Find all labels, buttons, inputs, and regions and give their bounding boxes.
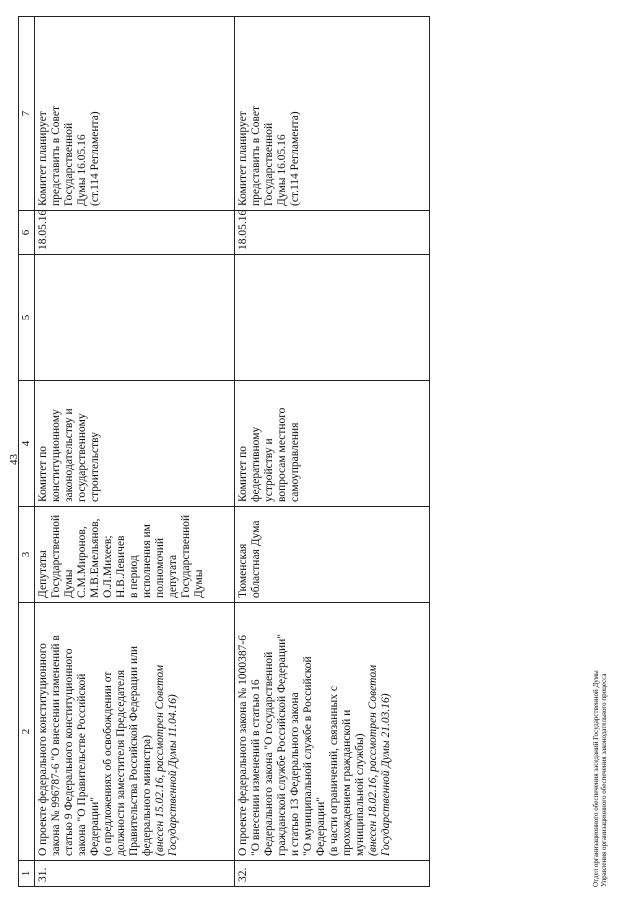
bill-author-line: Тюменская bbox=[237, 543, 249, 598]
column-header: 4 bbox=[19, 381, 35, 507]
note-line: (ст.114 Регламента) bbox=[89, 111, 101, 206]
note-line: (ст.114 Регламента) bbox=[289, 111, 301, 206]
committee-line: вопросам местного bbox=[276, 407, 288, 502]
committee-line: государственному bbox=[76, 413, 88, 502]
bill-title-line: "О муниципальной службе в Российской bbox=[302, 656, 314, 856]
table-row bbox=[235, 17, 430, 887]
column-header: 7 bbox=[19, 17, 35, 211]
row-number: 32. bbox=[237, 867, 249, 882]
bill-title-line: Федерации" bbox=[89, 796, 101, 856]
bill-author-line: Думы bbox=[63, 569, 75, 598]
bill-title-line: (о предложениях об освобождении от bbox=[102, 671, 114, 856]
bill-submission-note: Государственной Думы 21.03.16) bbox=[380, 693, 392, 856]
committee-line: устройству и bbox=[263, 438, 275, 502]
bill-author-line: Государственной bbox=[180, 514, 192, 598]
bill-author-line: О.Л.Михеев; bbox=[102, 535, 114, 598]
bill-title-line: "О внесении изменений в статью 16 bbox=[250, 679, 262, 856]
date-value: 18.05.16 bbox=[237, 209, 249, 250]
note-cell bbox=[35, 17, 235, 211]
note-line: представить в Совет bbox=[50, 105, 62, 206]
bill-author-cell bbox=[235, 507, 430, 603]
note-cell bbox=[235, 17, 430, 211]
table-row bbox=[35, 17, 235, 887]
bill-title-cell bbox=[35, 603, 235, 861]
bill-author-line: Н.В.Левичев bbox=[115, 535, 127, 598]
note-line: Думы 16.05.16 bbox=[76, 134, 88, 206]
bill-title-line: статью 9 Федерального конституционного bbox=[63, 648, 75, 856]
committee-cell bbox=[235, 381, 430, 507]
committee-line: Комитет по bbox=[237, 446, 249, 502]
bill-author-line: исполнения им bbox=[141, 524, 153, 598]
bill-author-line: Депутаты bbox=[37, 550, 49, 598]
column-5-cell bbox=[235, 255, 430, 381]
committee-line: Комитет по bbox=[37, 446, 49, 502]
bill-title-line: прохождением гражданской и bbox=[341, 709, 353, 856]
bill-title-line: (в части ограничений, связанных с bbox=[328, 686, 340, 856]
committee-line: конституционному bbox=[50, 409, 62, 502]
column-header: 6 bbox=[19, 211, 35, 255]
bill-author-line: Государственной bbox=[50, 514, 62, 598]
note-line: Думы 16.05.16 bbox=[276, 134, 288, 206]
note-line: Комитет планирует bbox=[37, 111, 49, 206]
bill-title-cell bbox=[235, 603, 430, 861]
table-header-row bbox=[19, 17, 35, 887]
bill-title-line: муниципальной службы) bbox=[354, 733, 366, 856]
column-header: 3 bbox=[19, 507, 35, 603]
bill-author-cell bbox=[35, 507, 235, 603]
bill-title-line: Федерации" bbox=[315, 796, 327, 856]
committee-line: законодательству и bbox=[63, 408, 75, 502]
bill-title-line: закона "О Правительстве Российской bbox=[76, 673, 88, 856]
column-5-cell bbox=[35, 255, 235, 381]
bill-title-line: федерального министра) bbox=[141, 735, 153, 856]
note-line: представить в Совет bbox=[250, 105, 262, 206]
bill-submission-note: (внесен 15.02.16, рассмотрен Советом bbox=[154, 664, 166, 856]
bill-author-line: М.В.Емельянов, bbox=[89, 518, 101, 598]
bill-submission-note: (внесен 18.02.16, рассмотрен Советом bbox=[367, 664, 379, 856]
committee-cell bbox=[35, 381, 235, 507]
note-line: Государственной bbox=[63, 122, 75, 206]
committee-line: федеративному bbox=[250, 426, 262, 502]
row-number: 31. bbox=[37, 867, 49, 882]
bill-author-line: Думы bbox=[193, 569, 205, 598]
column-header: 5 bbox=[19, 255, 35, 381]
bill-title-line: и статью 13 Федерального закона bbox=[289, 692, 301, 856]
column-header: 1 bbox=[19, 861, 35, 887]
bill-author-line: полномочий bbox=[154, 538, 166, 598]
footer-line: Отдел организационного обеспечения заседаний Государственной Думы bbox=[592, 670, 600, 887]
bill-title-line: гражданской службе Российской Федерации" bbox=[276, 634, 288, 856]
bill-author-line: в период bbox=[128, 555, 140, 598]
date-cell bbox=[235, 211, 430, 255]
column-header: 2 bbox=[19, 603, 35, 861]
bill-title-line: Правительства Российской Федерации или bbox=[128, 645, 140, 856]
bill-submission-note: Государственной Думы 11.04.16) bbox=[167, 694, 179, 856]
date-cell bbox=[35, 211, 235, 255]
committee-line: строительству bbox=[89, 432, 101, 502]
bill-title-line: должности заместителя Председателя bbox=[115, 670, 127, 856]
bill-title-line: О проекте федерального закона № 1000387-6 bbox=[237, 635, 249, 856]
committee-line: самоуправления bbox=[289, 422, 301, 502]
bill-author-line: областная Дума bbox=[250, 520, 262, 598]
note-line: Государственной bbox=[263, 122, 275, 206]
row-number-cell bbox=[35, 861, 235, 887]
footer bbox=[592, 670, 608, 887]
bills-table bbox=[18, 16, 430, 887]
bill-author-line: С.М.Миронов, bbox=[76, 526, 88, 598]
bill-title-line: Федерального закона "О государственной bbox=[263, 651, 275, 856]
bill-title-line: О проекте федерального конституционного bbox=[37, 643, 49, 856]
date-value: 18.05.16 bbox=[37, 209, 49, 250]
row-number-cell bbox=[235, 861, 430, 887]
bill-title-line: закона № 996787-6 "О внесении изменений в bbox=[50, 635, 62, 856]
bill-author-line: депутата bbox=[167, 554, 179, 598]
note-line: Комитет планирует bbox=[237, 111, 249, 206]
footer-line: Управления организационного обеспечения законодательного процесса bbox=[600, 673, 608, 887]
page-number: 43 bbox=[8, 454, 20, 465]
